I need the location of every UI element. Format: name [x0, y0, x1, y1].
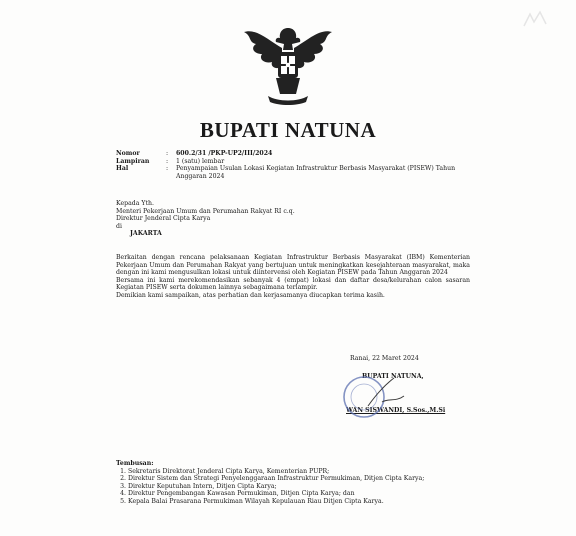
tembusan-item: 4. Direktur Pengembangan Kawasan Permukiman, Ditjen Cipta Karya; dan [128, 490, 476, 498]
signature-name: WAN SISWANDI, S.Sos.,M.Si [346, 407, 446, 414]
meta-key: Nomor [116, 150, 140, 157]
tembusan-item: 5. Kepala Balai Prasarana Permukiman Wilayah Kepulauan Riau Ditjen Cipta Karya. [128, 498, 476, 506]
meta-row-nomor [116, 150, 476, 158]
tembusan-item: 1. Sekretaris Direktorat Jenderal Cipta Karya, Kementerian PUPR; [128, 468, 476, 476]
letter-meta [116, 150, 476, 180]
meta-value: 1 (satu) lembar [176, 157, 225, 165]
official-stamp-icon [338, 372, 408, 422]
address-city: JAKARTA [130, 230, 162, 238]
garuda-emblem-icon [238, 22, 338, 112]
address-line: Kepada Yth. [116, 200, 154, 207]
body-paragraph: Berkaitan dengan rencana pelaksanaan Kegiatan Infrastruktur Berbasis Masyarakat (IBM) Kementerian Pekerjaan Umum dan Perumahan Rakyat yang bertujuan untuk meningkatkan kesejahteraan masyarakat, maka dengan ini kami mengusulkan lokasi untuk diintervensi oleh Kegiatan PISEW pada Tahun Anggaran 2024 [116, 254, 470, 277]
tembusan-item: 3. Direktur Keputuhan Intern, Ditjen Cipta Karya; [128, 483, 476, 491]
tembusan-list [116, 468, 476, 506]
signature-role: BUPATI NATUNA, [362, 373, 424, 380]
tembusan-section [116, 460, 476, 506]
faint-mark-icon [520, 10, 550, 30]
address-line: di [116, 222, 122, 230]
meta-colon: : [166, 150, 169, 157]
meta-row-hal [116, 165, 476, 180]
meta-key: Lampiran [116, 157, 150, 165]
meta-colon: : [166, 165, 169, 173]
meta-key: Hal [116, 165, 129, 173]
meta-value: Penyampaian Usulan Lokasi Kegiatan Infrastruktur Berbasis Masyarakat (PISEW) Tahun Anggaran 2024 [176, 165, 456, 180]
tembusan-item: 2. Direktur Sistem dan Strategi Penyelenggaraan Infrastruktur Permukiman, Ditjen Cipta Karya; [128, 475, 476, 483]
meta-value: 600.2/31 /PKP-UP2/III/2024 [176, 150, 273, 157]
recipient-address [116, 200, 416, 238]
letter-body [116, 254, 470, 300]
signature-place-date: Ranai, 22 Maret 2024 [350, 355, 419, 362]
meta-row-lampiran [116, 158, 476, 166]
address-line: Menteri Pekerjaan Umum dan Perumahan Rakyat RI c.q. [116, 207, 295, 215]
body-paragraph: Bersama ini kami merekomendasikan sebanyak 4 (empat) lokasi dan daftar desa/kelurahan calon sasaran Kegiatan PISEW serta dokumen lainnya sebagaimana terlampir. [116, 276, 470, 292]
meta-colon: : [166, 157, 169, 165]
tembusan-label: Tembusan: [116, 460, 154, 467]
letter-title: BUPATI NATUNA [199, 118, 377, 142]
address-line: Direktur Jenderal Cipta Karya [116, 215, 211, 223]
body-paragraph: Demikian kami sampaikan, atas perhatian dan kerjasamanya diucapkan terima kasih. [116, 291, 385, 299]
